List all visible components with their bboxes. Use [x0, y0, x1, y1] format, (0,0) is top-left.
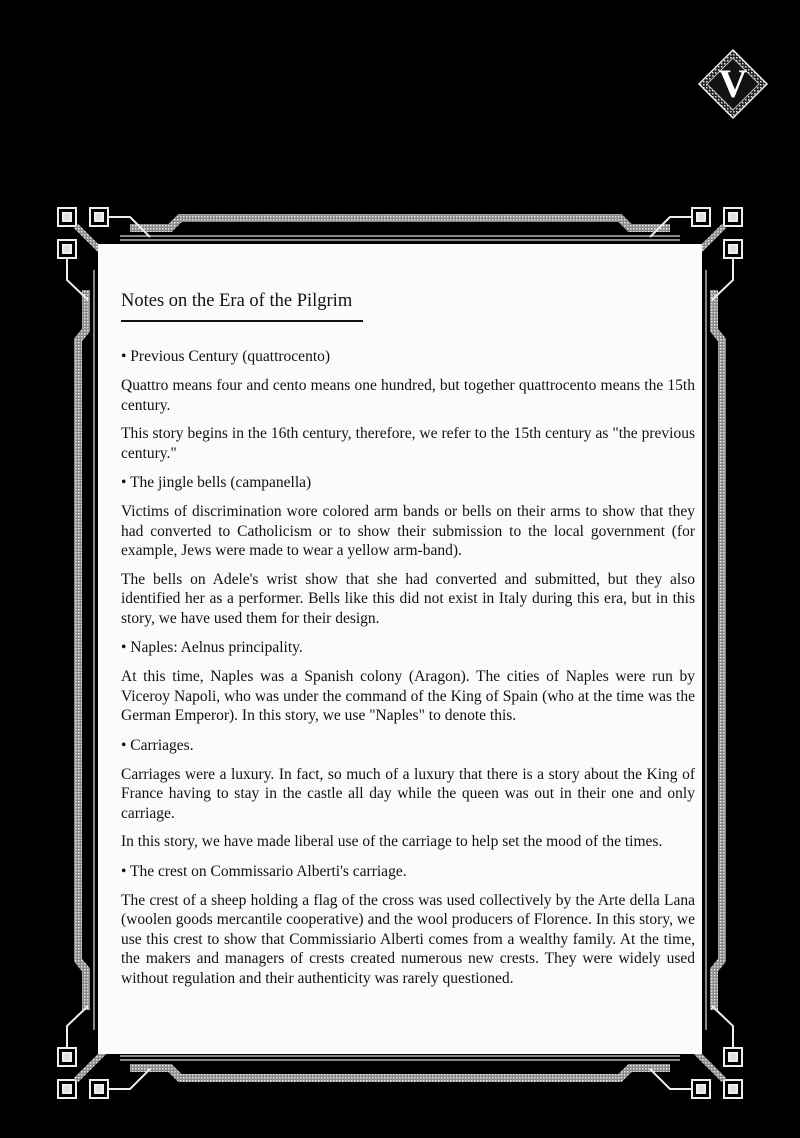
- page-title: Notes on the Era of the Pilgrim: [121, 291, 353, 311]
- notes-content: [121, 288, 695, 997]
- section-paragraph: This story begins in the 16th century, therefore, we refer to the 15th century as "the previous century.": [121, 425, 695, 462]
- section-paragraph: Quattro means four and cento means one hundred, but together quattrocento means the 15th century.: [121, 377, 695, 414]
- section-paragraph: Victims of discrimination wore colored arm bands or bells on their arms to show that they had converted to Catholicism or to show their submission to the local government (for example, Jews were made to wear a yellow arm-band).: [121, 503, 695, 559]
- section-paragraph: The crest of a sheep holding a flag of the cross was used collectively by the Arte della Lana (woolen goods mercantile cooperative) and the wool producers of Florence. In this story, we use this crest to show that Commissiario Alberti comes from a wealthy family. At the time, the makers and managers of crests created numerous new crests. They were widely used without regulation and their authenticity was rarely questioned.: [121, 891, 695, 987]
- section-heading: • Carriages.: [121, 736, 194, 754]
- section-heading: • The crest on Commissario Alberti's carriage.: [121, 862, 407, 880]
- section-heading: • Naples: Aelnus principality.: [121, 639, 303, 656]
- section-paragraph: The bells on Adele's wrist show that she had converted and submitted, but they also identified her as a performer. Bells like this did not exist in Italy during this era, but in this story, we have used them for their design.: [121, 570, 695, 627]
- section-heading: • The jingle bells (campanella): [121, 474, 312, 491]
- section-paragraph: In this story, we have made liberal use of the carriage to help set the mood of the times.: [121, 833, 663, 850]
- section-heading: • Previous Century (quattrocento): [121, 348, 331, 365]
- title-underline: [121, 320, 363, 322]
- section-paragraph: Carriages were a luxury. In fact, so much of a luxury that there is a story about the King of France having to stay in the castle all day while the queen was out in their one and only carriage.: [121, 765, 695, 822]
- section-paragraph: At this time, Naples was a Spanish colony (Aragon). The cities of Naples were run by Viceroy Napoli, who was under the command of the King of Spain (who at the time was the German Emperor). In this story, we use "Naples" to denote this.: [121, 668, 695, 724]
- chapter-numeral: V: [718, 61, 748, 106]
